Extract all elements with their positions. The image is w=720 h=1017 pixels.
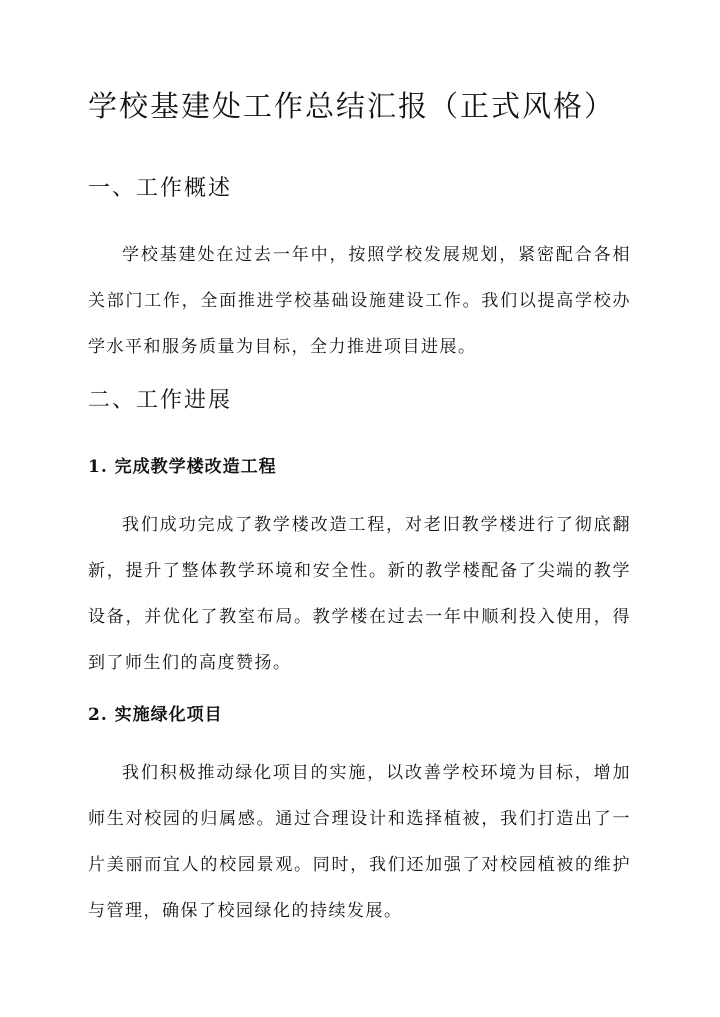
document-title: 学校基建处工作总结汇报（正式风格） — [88, 89, 616, 123]
section-heading-progress: 二、工作进展 — [88, 388, 233, 413]
section-heading-overview: 一、工作概述 — [88, 176, 233, 201]
building-renovation-paragraph: 我们成功完成了教学楼改造工程，对老旧教学楼进行了彻底翻新，提升了整体教学环境和安全性。新的教学楼配备了尖端的教学设备，并优化了教室布局。教学楼在过去一年中顺利投入使用，得到了师生们的高度赞扬。 — [88, 515, 631, 673]
greening-project-paragraph: 我们积极推动绿化项目的实施，以改善学校环境为目标，增加师生对校园的归属感。通过合理设计和选择植被，我们打造出了一片美丽而宜人的校园景观。同时，我们还加强了对校园植被的维护与管理，确保了校园绿化的持续发展。 — [88, 763, 631, 921]
overview-paragraph: 学校基建处在过去一年中，按照学校发展规划，紧密配合各相关部门工作，全面推进学校基础设施建设工作。我们以提高学校办学水平和服务质量为目标，全力推进项目进展。 — [88, 245, 631, 357]
subsection-heading-building-renovation: 1. 完成教学楼改造工程 — [88, 457, 277, 477]
subsection-heading-greening-project: 2. 实施绿化项目 — [88, 705, 223, 725]
